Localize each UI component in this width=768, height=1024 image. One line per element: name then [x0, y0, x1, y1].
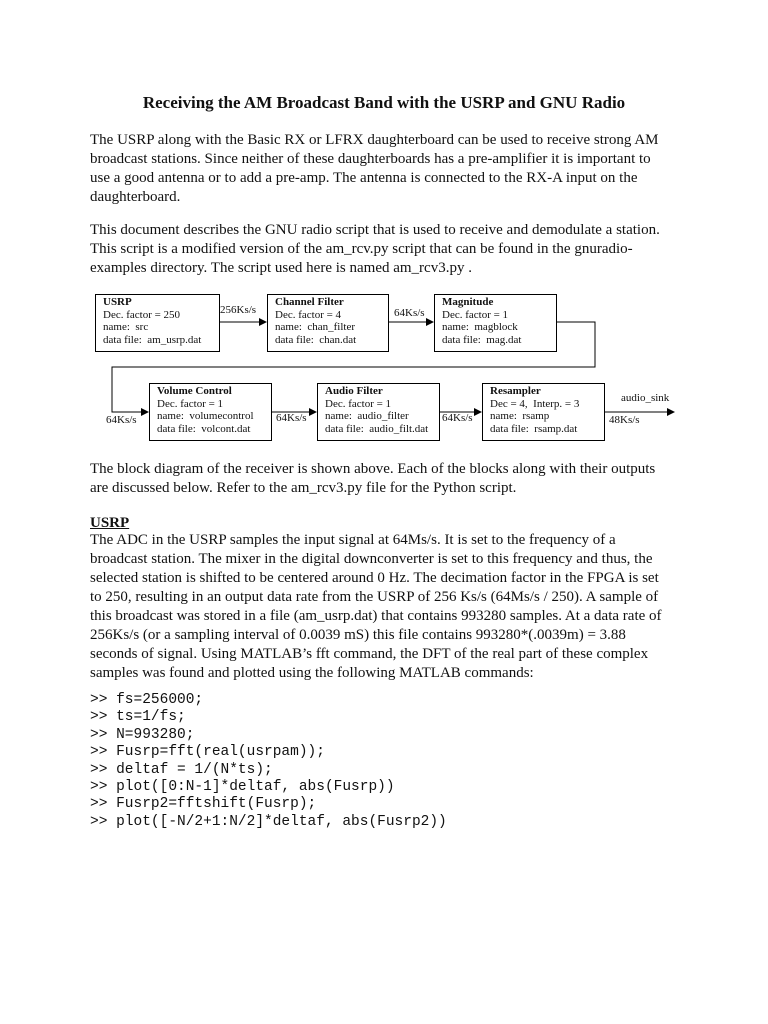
usrp-section-heading: USRP	[90, 515, 130, 531]
block-magnitude-line-3: data file: mag.dat	[442, 333, 522, 346]
block-usrp-line-2: name: src	[103, 321, 149, 333]
block-resampler	[482, 383, 605, 441]
block-magnitude	[434, 294, 557, 352]
block-usrp	[95, 294, 220, 352]
intro-paragraph-2: This document describes the GNU radio script that is used to receive and demodulate a station. This script is a modified version of the am_rcv.py script that can be found in the gnuradio- examples directory. The script used here is named am_rcv3.py .	[90, 222, 660, 276]
block-magnitude-line-1: Dec. factor = 1	[442, 308, 509, 321]
block-usrp-line-1: Dec. factor = 250	[103, 308, 181, 321]
matlab-code-block	[90, 692, 447, 831]
block-volume-control-line-2: name: volumecontrol	[157, 410, 254, 422]
block-resampler-line-1: Dec = 4, Interp. = 3	[490, 397, 580, 410]
usrp-section-body: The ADC in the USRP samples the input signal at 64Ms/s. It is set to the frequency of a broadcast station. The mixer in the digital downconverter is set to this frequency and thus, the selected station is shifted to be centered around 0 Hz. The decimation factor in the FPGA is set to 250, resulting in an output data rate from the USRP of 256 Ks/s (64Ms/s / 250). A sample of this broadcast was stored in a file (am_usrp.dat) that contains 993280 samples. At a data rate of 256Ks/s (or a sampling interval of 0.0039 mS) this file contains 993280*(.0039m) = 3.88 seconds of signal. Using MATLAB’s fft command, the DFT of the real part of these complex samples was found and plotted using the following MATLAB commands:	[90, 532, 662, 681]
code-line: >> Fusrp2=fftshift(Fusrp);	[90, 796, 317, 813]
block-audio-filter-line-2: name: audio_filter	[325, 410, 409, 422]
code-line: >> plot([0:N-1]*deltaf, abs(Fusrp))	[90, 779, 395, 796]
code-line: >> deltaf = 1/(N*ts);	[90, 761, 273, 778]
block-resampler-line-3: data file: rsamp.dat	[490, 422, 578, 435]
code-line: >> N=993280;	[90, 726, 195, 743]
block-audio-filter-line-3: data file: audio_filt.dat	[325, 422, 429, 435]
block-volume-control-title: Volume Control	[157, 385, 232, 397]
block-channel-filter-line-2: name: chan_filter	[275, 321, 356, 333]
rate-label-audio-filter-output: 64Ks/s	[442, 412, 473, 424]
block-usrp-title: USRP	[103, 296, 132, 308]
code-line: >> Fusrp=fft(real(usrpam));	[90, 744, 325, 761]
rate-label-volume-control-output: 64Ks/s	[276, 412, 307, 424]
block-resampler-title: Resampler	[490, 385, 541, 397]
audio-sink-label: audio_sink	[621, 392, 670, 404]
code-line: >> ts=1/fs;	[90, 709, 186, 726]
rate-label-magnitude-output: 64Ks/s	[106, 414, 137, 426]
intro-paragraph-1: The USRP along with the Basic RX or LFRX daughterboard can be used to receive strong AM broadcast stations. Since neither of these daughterboards has a pre-amplifier it is important to use a good antenna or to add a pre-amp. The antenna is connected to the RX-A input on the daughterboard.	[90, 132, 659, 205]
block-usrp-line-3: data file: am_usrp.dat	[103, 333, 202, 346]
diagram-description: The block diagram of the receiver is shown above. Each of the blocks along with their outputs are discussed below. Refer to the am_rcv3.py file for the Python script.	[90, 461, 656, 496]
block-channel-filter	[267, 294, 389, 352]
code-line: >> plot([-N/2+1:N/2]*deltaf, abs(Fusrp2))	[90, 813, 447, 830]
block-volume-control	[149, 383, 272, 441]
code-line: >> fs=256000;	[90, 692, 204, 708]
block-audio-filter-line-1: Dec. factor = 1	[325, 397, 392, 410]
block-channel-filter-line-3: data file: chan.dat	[275, 333, 357, 346]
rate-label-resampler-output: 48Ks/s	[609, 414, 640, 426]
document-title: Receiving the AM Broadcast Band with the USRP and GNU Radio	[142, 93, 626, 112]
block-audio-filter	[317, 383, 440, 441]
block-magnitude-title: Magnitude	[442, 296, 494, 308]
block-magnitude-line-2: name: magblock	[442, 321, 518, 333]
rate-label-channel-filter-output: 64Ks/s	[394, 307, 425, 319]
block-audio-filter-title: Audio Filter	[325, 385, 383, 397]
block-resampler-line-2: name: rsamp	[490, 410, 550, 422]
block-volume-control-line-3: data file: volcont.dat	[157, 422, 251, 435]
block-volume-control-line-1: Dec. factor = 1	[157, 397, 224, 410]
rate-label-usrp-output: 256Ks/s	[220, 304, 257, 316]
block-channel-filter-title: Channel Filter	[275, 296, 344, 308]
block-channel-filter-line-1: Dec. factor = 4	[275, 308, 342, 321]
